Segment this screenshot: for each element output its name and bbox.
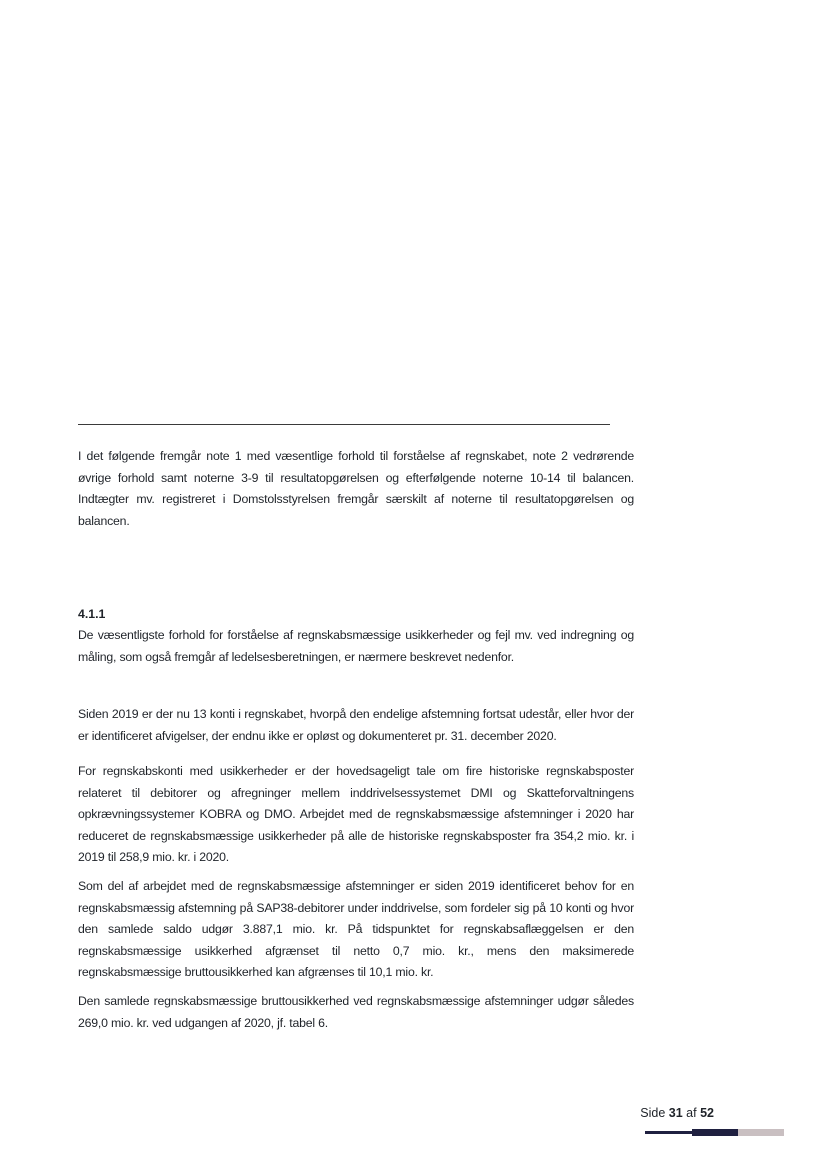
footer-bar-segment [738,1129,784,1136]
intro-paragraph: I det følgende fremgår note 1 med væsentlige forhold til forståelse af regnskabet, note 2 vedrørende øvrige forhold samt noterne 3-9 til resultatopgørelsen og efterfølgende noterne 10-14 til balancen. Indtægter mv. registreret i Domstolsstyrelsen fremgår særskilt af noterne til resultatopgørelsen og balancen. [78,449,634,528]
body-paragraph-2: For regnskabskonti med usikkerheder er der hovedsageligt tale om fire historiske regnskabsposter relateret til debitorer og afregninger mellem inddrivelsessystemet DMI og Skatteforvaltningens opkrævningssystemer KOBRA og DMO. Arbejdet med de regnskabsmæssige afstemninger i 2020 har reduceret de regnskabsmæssige usikkerheder på alle de historiske regnskabsposter fra 354,2 mio. kr. i 2019 til 258,9 mio. kr. i 2020. [78,764,634,864]
page-separator: af [686,1106,697,1120]
section-number: 4.1.1 [78,607,106,621]
section-lead-paragraph: De væsentligste forhold for forståelse af regnskabsmæssige usikkerheder og fejl mv. ved indregning og måling, som også fremgår af ledelsesberetningen, er nærmere beskrevet nedenfor. [78,628,634,664]
page-number [640,1104,714,1122]
page-prefix: Side [640,1106,666,1120]
page-total: 52 [700,1106,714,1120]
body-paragraph-3: Som del af arbejdet med de regnskabsmæssige afstemninger er siden 2019 identificeret behov for en regnskabsmæssig afstemning på SAP38-debitorer under inddrivelse, som fordeler sig på 10 konti og hvor den samlede saldo udgør 3.887,1 mio. kr. På tidspunktet for regnskabsaflæggelsen er den regnskabsmæssige usikkerhed afgrænset til netto 0,7 mio. kr., mens den maksimerede regnskabsmæssige bruttousikkerhed kan afgrænses til 10,1 mio. kr. [78,879,634,979]
section-divider [78,424,610,425]
page-current: 31 [668,1106,683,1120]
footer-bar-segment [692,1129,738,1136]
body-paragraph-4: Den samlede regnskabsmæssige bruttousikkerhed ved regnskabsmæssige afstemninger udgør således 269,0 mio. kr. ved udgangen af 2020, jf. tabel 6. [78,994,634,1030]
body-paragraph-1: Siden 2019 er der nu 13 konti i regnskabet, hvorpå den endelige afstemning fortsat udestår, eller hvor der er identificeret afvigelser, der endnu ikke er opløst og dokumenteret pr. 31. december 2020. [78,707,634,743]
footer-bar-segment [645,1131,692,1134]
